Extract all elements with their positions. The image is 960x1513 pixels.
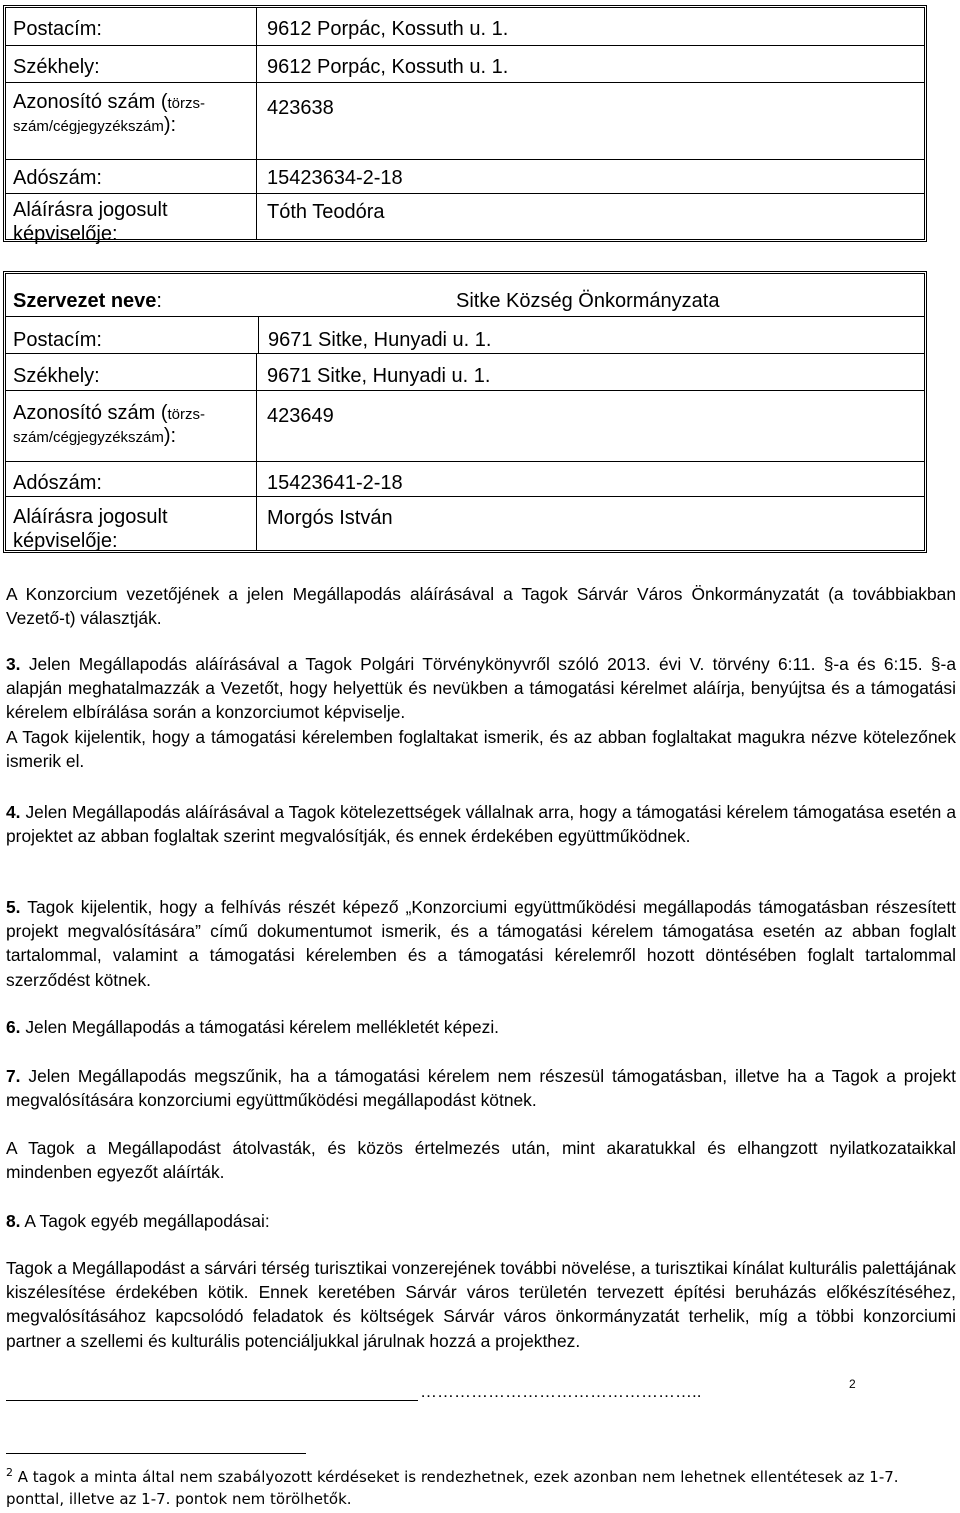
value-signatory: Morgós István (267, 507, 393, 529)
section-8-heading: 8. A Tagok egyéb megállapodásai: (6, 1211, 270, 1231)
section-4: 4. Jelen Megállapodás aláírásával a Tagok kötelezettségek vállalnak arra, hogy a támogatási kérelem támogatása esetén a projektet az abban foglaltak szerint megvalósítják, és ennek érdekében együttműködnek. (6, 802, 956, 847)
table-row (6, 274, 924, 317)
value-id-number: 423638 (267, 97, 334, 119)
label-signatory: Aláírásra jogosult képviselője: (6, 497, 257, 550)
table-row (6, 317, 924, 354)
label-headquarters: Székhely: (6, 46, 257, 82)
org-name-label: Szervezet neve: (13, 290, 162, 312)
org-name-value: Sitke Község Önkormányzata (456, 290, 720, 312)
value-id-number: 423649 (267, 405, 334, 427)
value-headquarters: 9612 Porpác, Kossuth u. 1. (267, 56, 509, 78)
table-row (6, 83, 924, 160)
table-row (6, 462, 924, 497)
value-postal-address: 9612 Porpác, Kossuth u. 1. (267, 18, 509, 40)
label-tax-number: Adószám: (6, 160, 257, 193)
label-tax-number: Adószám: (6, 462, 257, 496)
member-table-1 (3, 5, 927, 245)
label-postal-address: Postacím: (13, 329, 102, 351)
table-row (6, 46, 924, 83)
value-signatory: Tóth Teodóra (267, 201, 385, 223)
section-6: 6. Jelen Megállapodás a támogatási kérelem mellékletét képezi. (6, 1017, 500, 1037)
section-8-body: Tagok a Megállapodást a sárvári térség turisztikai vonzerejének további növelése, a turisztikai kínálat kulturális palettájának kiszélesítése érdekében kötik. Ennek keretében Sárvár város területén tervezett építési beruházás előkészítéséhez, megvalósításához kapcsolódó feladatok és költségek Sárvár város önkormányzatát terhelik, míg a többi konzorciumi partner a szellemi és kulturális potenciáljukkal járulnak hozzá a projekthez. (6, 1258, 956, 1351)
label-id-number: Azonosító szám (törzs- szám/cégjegyzékszám): (6, 391, 257, 461)
label-postal-address: Postacím: (6, 8, 257, 45)
value-tax-number: 15423634-2-18 (267, 167, 403, 189)
table-row (6, 391, 924, 462)
intro-paragraph: A Konzorcium vezetőjének a jelen Megállapodás aláírásával a Tagok Sárvár Város Önkormányzatát (a továbbiakban Vezető-t) választják. (6, 584, 956, 629)
label-id-number: Azonosító szám (törzs- szám/cégjegyzékszám): (6, 83, 257, 159)
label-signatory: Aláírásra jogosult képviselője: (6, 194, 257, 239)
section-3: 3. Jelen Megállapodás aláírásával a Tagok Polgári Törvénykönyvről szóló 2013. évi V. törvény 6:11. §-a és 6:15. §-a alapján meghatalmazzák a Vezetőt, hogy helyettük és nevükben a támogatási kérelmet aláírja, benyújtsa és a támogatási kérelem elbírálása során a konzorciumot képviselje. A Tagok kijelentik, hogy a támogatási kérelemben foglaltakat ismerik, és az abban foglaltakat magukra nézve kötelezőnek ismerik el. (6, 654, 956, 771)
table-row (6, 194, 924, 245)
value-postal-address: 9671 Sitke, Hunyadi u. 1. (258, 317, 924, 353)
footnote: $^2$ A tagok a minta által nem szabályozott kérdéseket is rendezhetnek, ezek azonban nem lehetnek ellentétesek az 1-7. ponttal, illetve az 1-7. pontok nem törölhetők. (6, 1466, 899, 1508)
section-5: 5. Tagok kijelentik, hogy a felhívás részét képező „Konzorciumi együttműködési megállapodás támogatásban részesített projekt megvalósítására” című dokumentumot ismerik, és a támogatási kérelem támogatása esetén az abban foglalt tartalommal, valamint a támogatási kérelemben és a támogatási kérelemről hozott döntésében foglalt tartalommal szerződést kötnek. (6, 897, 956, 990)
member-table-2 (3, 271, 927, 553)
footnote-reference: 2 (849, 1377, 856, 1391)
label-headquarters: Székhely: (6, 354, 257, 390)
placeholder-line (6, 1400, 418, 1401)
value-headquarters: 9671 Sitke, Hunyadi u. 1. (267, 365, 491, 387)
value-tax-number: 15423641-2-18 (267, 472, 403, 494)
section-7: 7. Jelen Megállapodás megszűnik, ha a támogatási kérelem nem részesül támogatásban, illetve ha a Tagok a projekt megvalósítására konzorciumi együttműködési megállapodást kötnek. (6, 1066, 956, 1111)
table-row (6, 354, 924, 391)
footnote-separator (6, 1453, 306, 1454)
read-paragraph: A Tagok a Megállapodást átolvasták, és közös értelmezés után, mint akaratukkal és elhangzott nyilatkozataikkal mindenben egyezőt aláírták. (6, 1138, 956, 1183)
table-row (6, 497, 924, 550)
placeholder-dots: ………………………………………….. (420, 1382, 702, 1401)
table-row (6, 8, 924, 46)
table-row (6, 160, 924, 194)
